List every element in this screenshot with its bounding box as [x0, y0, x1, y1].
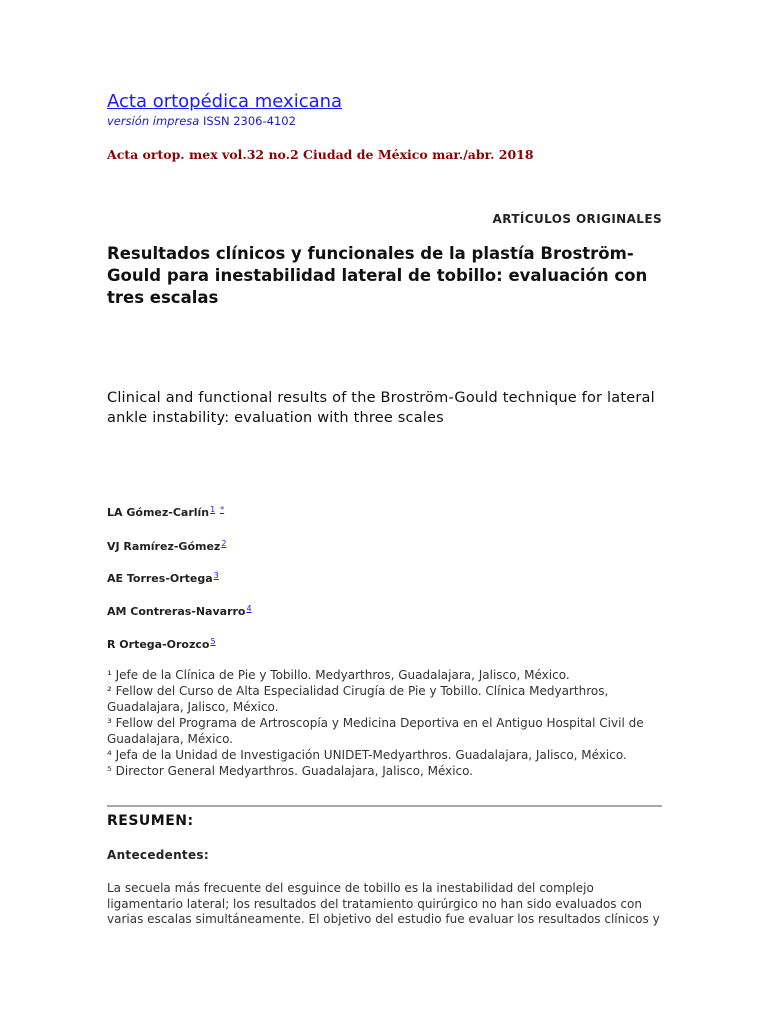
author-name: LA Gómez-Carlín — [107, 506, 210, 519]
version-label: versión impresa — [107, 114, 200, 128]
resumen-heading: RESUMEN: — [107, 813, 194, 829]
affiliation-item: ³ Fellow del Programa de Artroscopía y Medicina Deportiva en el Antiguo Hospital Civil de Guadalajara, México. — [107, 716, 644, 746]
version-line — [107, 114, 296, 128]
citation: Acta ortop. mex vol.32 no.2 Ciudad de México mar./abr. 2018 — [107, 147, 534, 162]
author-name: VJ Ramírez-Gómez — [107, 540, 221, 553]
author-name: AE Torres-Ortega — [107, 572, 213, 585]
antecedentes-heading: Antecedentes: — [107, 848, 209, 862]
author-5 — [107, 637, 216, 651]
article-title-en: Clinical and functional results of the Broström-Gould technique for lateral ankle instability: evaluation with three scales — [107, 390, 655, 426]
affiliations — [107, 667, 667, 779]
journal-title-link[interactable]: Acta ortopédica mexicana — [107, 91, 343, 112]
author-3 — [107, 571, 219, 585]
affiliation-item: ⁴ Jefa de la Unidad de Investigación UNIDET-Medyarthros. Guadalajara, Jalisco, México. — [107, 748, 627, 762]
author-name: R Ortega-Orozco — [107, 638, 210, 651]
author-ref-link[interactable]: 2 — [221, 539, 227, 548]
section-divider — [107, 805, 662, 807]
author-ref-link[interactable]: 3 — [213, 571, 219, 580]
issn: ISSN 2306-4102 — [202, 114, 296, 128]
affiliation-item: ² Fellow del Curso de Alta Especialidad Cirugía de Pie y Tobillo. Clínica Medyarthros, Guadalajara, Jalisco, México. — [107, 684, 609, 714]
author-2 — [107, 539, 226, 553]
author-ref-link[interactable]: 4 — [246, 604, 252, 613]
affiliation-item: ¹ Jefe de la Clínica de Pie y Tobillo. Medyarthros, Guadalajara, Jalisco, México. — [107, 668, 570, 682]
section-label: ARTÍCULOS ORIGINALES — [492, 212, 662, 226]
author-1 — [107, 505, 224, 519]
author-4 — [107, 604, 252, 618]
author-ref-link[interactable]: 5 — [210, 637, 216, 646]
author-correspondence-link[interactable]: * — [220, 505, 225, 514]
article-title-es: Resultados clínicos y funcionales de la plastía Broström-Gould para inestabilidad lateral de tobillo: evaluación con tres escalas — [107, 244, 648, 307]
affiliation-item: ⁵ Director General Medyarthros. Guadalajara, Jalisco, México. — [107, 764, 474, 778]
author-ref-link[interactable]: 1 — [210, 505, 216, 514]
author-name: AM Contreras-Navarro — [107, 605, 246, 618]
abstract-text: La secuela más frecuente del esguince de tobillo es la inestabilidad del complejo ligamentario lateral; los resultados del tratamiento quirúrgico no han sido evaluados con varias escalas simultáneamente. El objetivo del estudio fue evaluar los resultados clínicos y — [107, 881, 660, 926]
